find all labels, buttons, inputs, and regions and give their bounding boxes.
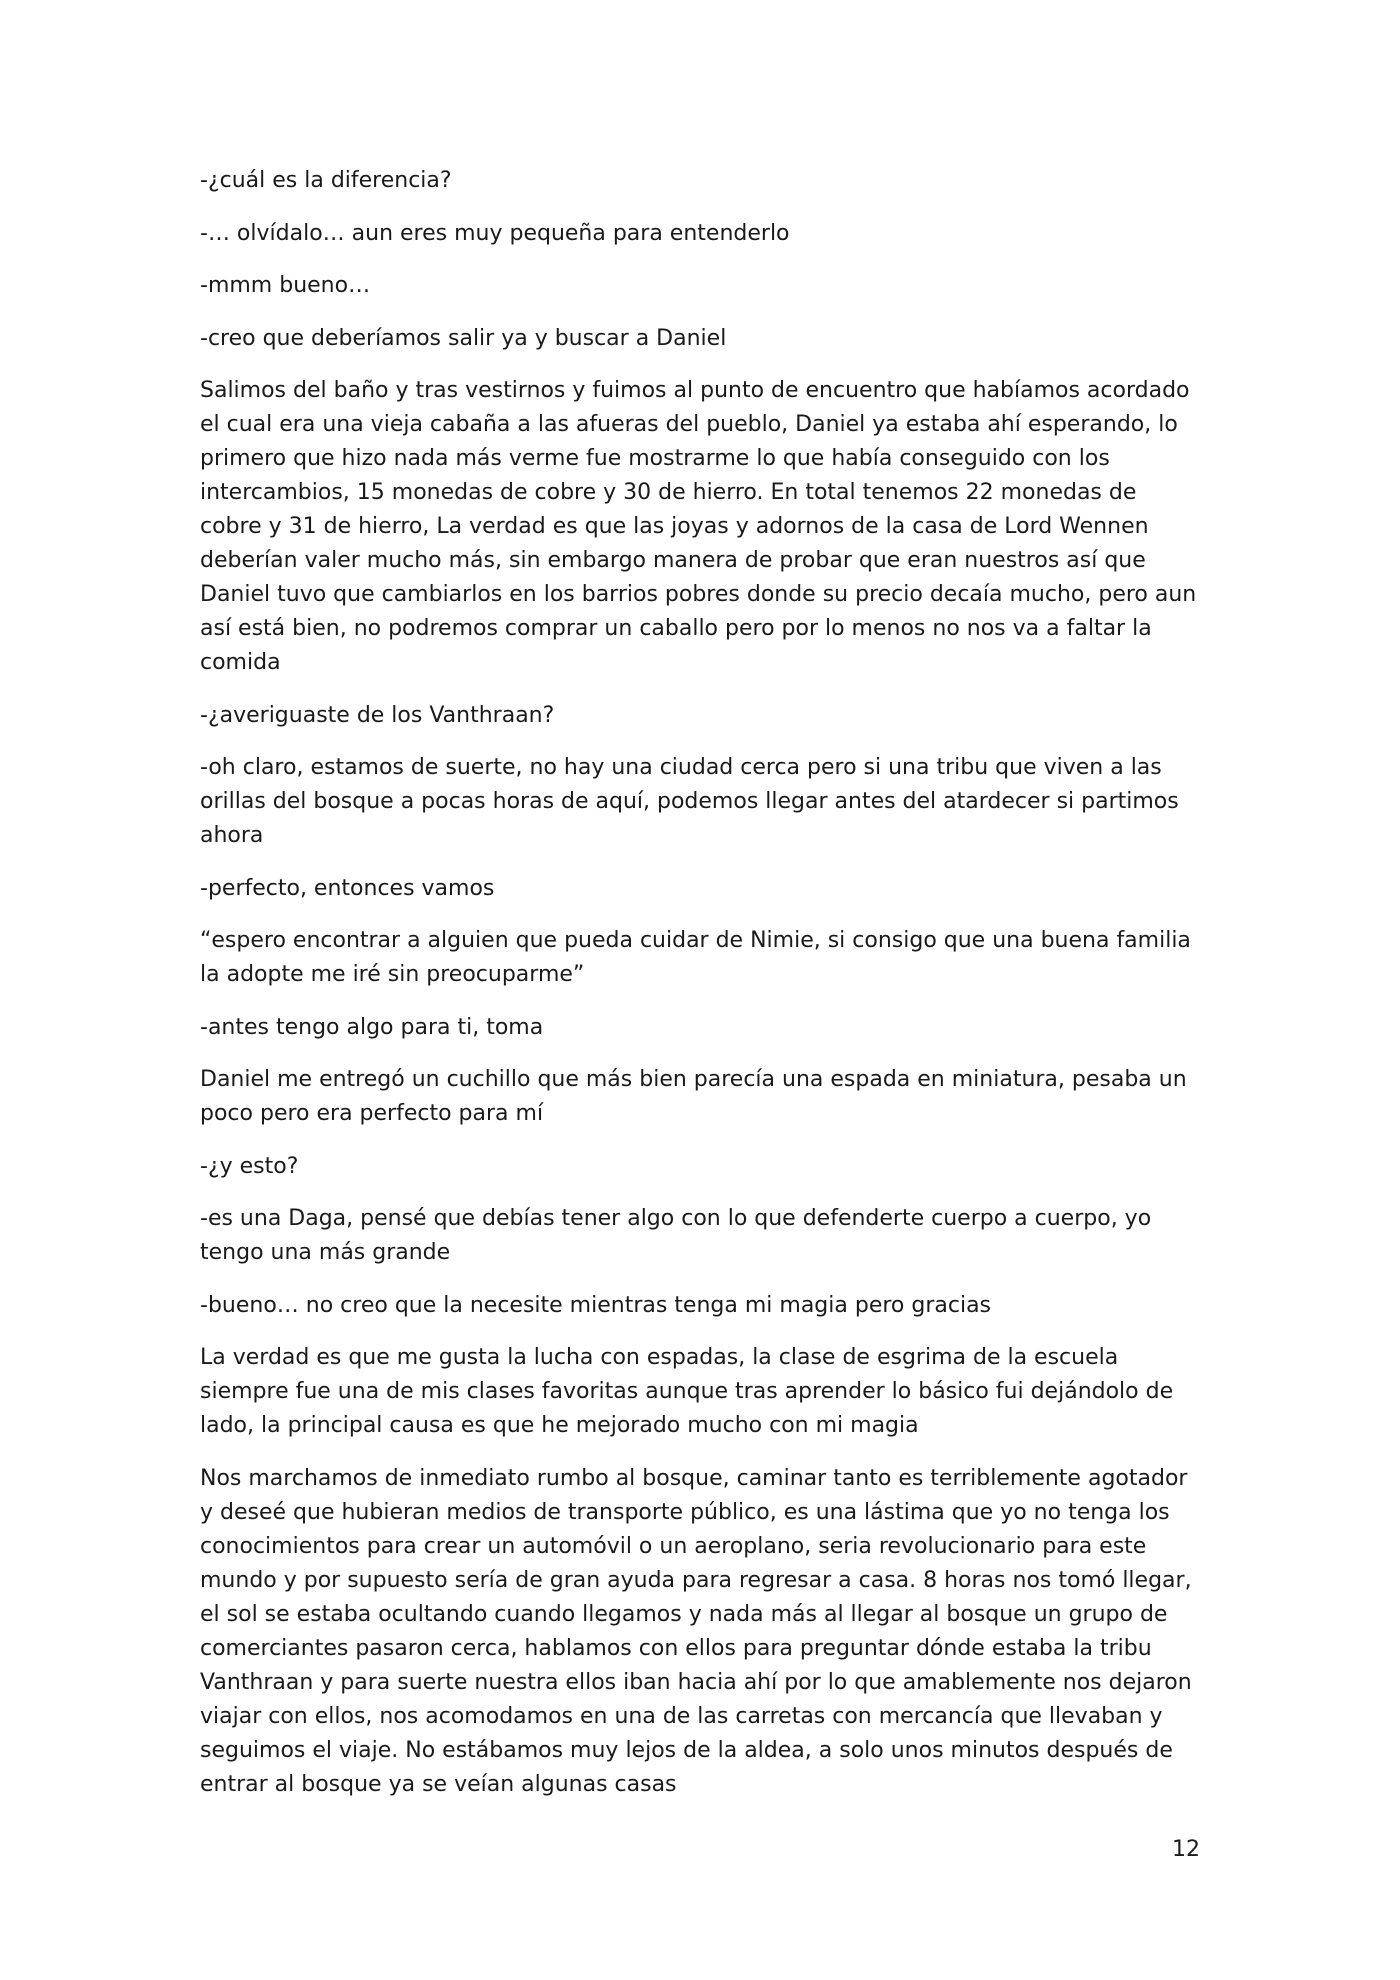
paragraph: -perfecto, entonces vamos	[200, 875, 495, 901]
paragraph: Daniel me entregó un cuchillo que más bien parecía una espada en miniatura, pesaba un poco pero era perfecto para mí	[200, 1067, 1187, 1126]
paragraph: -mmm bueno…	[200, 273, 371, 298]
paragraph: -¿averiguaste de los Vanthraan?	[200, 702, 555, 728]
paragraph: -… olvídalo… aun eres muy pequeña para entenderlo	[200, 220, 790, 246]
paragraph: Nos marchamos de inmediato rumbo al bosque, caminar tanto es terriblemente agotador y deseé que hubieran medios de transporte público, es una lástima que yo no tenga los conocimientos para crear un automóvil o un aeroplano, seria revolucionario para este mundo y por supuesto sería de gran ayuda para regresar a casa. 8 horas nos tomó llegar, el sol se estaba ocultando cuando llegamos y nada más al llegar al bosque un grupo de comerciantes pasaron cerca, hablamos con ellos para preguntar dónde estaba la tribu Vanthraan y para suerte nuestra ellos iban hacia ahí por lo que amablemente nos dejaron viajar con ellos, nos acomodamos en una de las carretas con mercancía que llevaban y seguimos el viaje. No estábamos muy lejos de la aldea, a solo unos minutos después de entrar al bosque ya se veían algunas casas	[200, 1465, 1192, 1797]
paragraph: La verdad es que me gusta la lucha con espadas, la clase de esgrima de la escuela siempre fue una de mis clases favoritas aunque tras aprender lo básico fui dejándolo de lado, la principal causa es que he mejorado mucho con mi magia	[200, 1345, 1174, 1438]
paragraph: -¿y esto?	[200, 1153, 299, 1179]
paragraph: -oh claro, estamos de suerte, no hay una ciudad cerca pero si una tribu que viven a las orillas del bosque a pocas horas de aquí, podemos llegar antes del atardecer si partimos ahora	[200, 755, 1179, 848]
text-body	[200, 164, 1200, 1820]
paragraph: “espero encontrar a alguien que pueda cuidar de Nimie, si consigo que una buena familia la adopte me iré sin preocuparme”	[200, 928, 1191, 987]
paragraph: -antes tengo algo para ti, toma	[200, 1014, 544, 1040]
paragraph: -creo que deberíamos salir ya y buscar a Daniel	[200, 325, 727, 351]
paragraph: -¿cuál es la diferencia?	[200, 168, 452, 193]
paragraph: -es una Daga, pensé que debías tener algo con lo que defenderte cuerpo a cuerpo, yo tengo una más grande	[200, 1206, 1152, 1265]
paragraph: -bueno… no creo que la necesite mientras tenga mi magia pero gracias	[200, 1292, 992, 1318]
paragraph: Salimos del baño y tras vestirnos y fuimos al punto de encuentro que habíamos acordado el cual era una vieja cabaña a las afueras del pueblo, Daniel ya estaba ahí esperando, lo primero que hizo nada más verme fue mostrarme lo que había conseguido con los intercambios, 15 monedas de cobre y 30 de hierro. En total tenemos 22 monedas de cobre y 31 de hierro, La verdad es que las joyas y adornos de la casa de Lord Wennen deberían valer mucho más, sin embargo manera de probar que eran nuestros así que Daniel tuvo que cambiarlos en los barrios pobres donde su precio decaía mucho, pero aun así está bien, no podremos comprar un caballo pero por lo menos no nos va a faltar la comida	[200, 378, 1197, 675]
page-number: 12	[1172, 1837, 1200, 1862]
